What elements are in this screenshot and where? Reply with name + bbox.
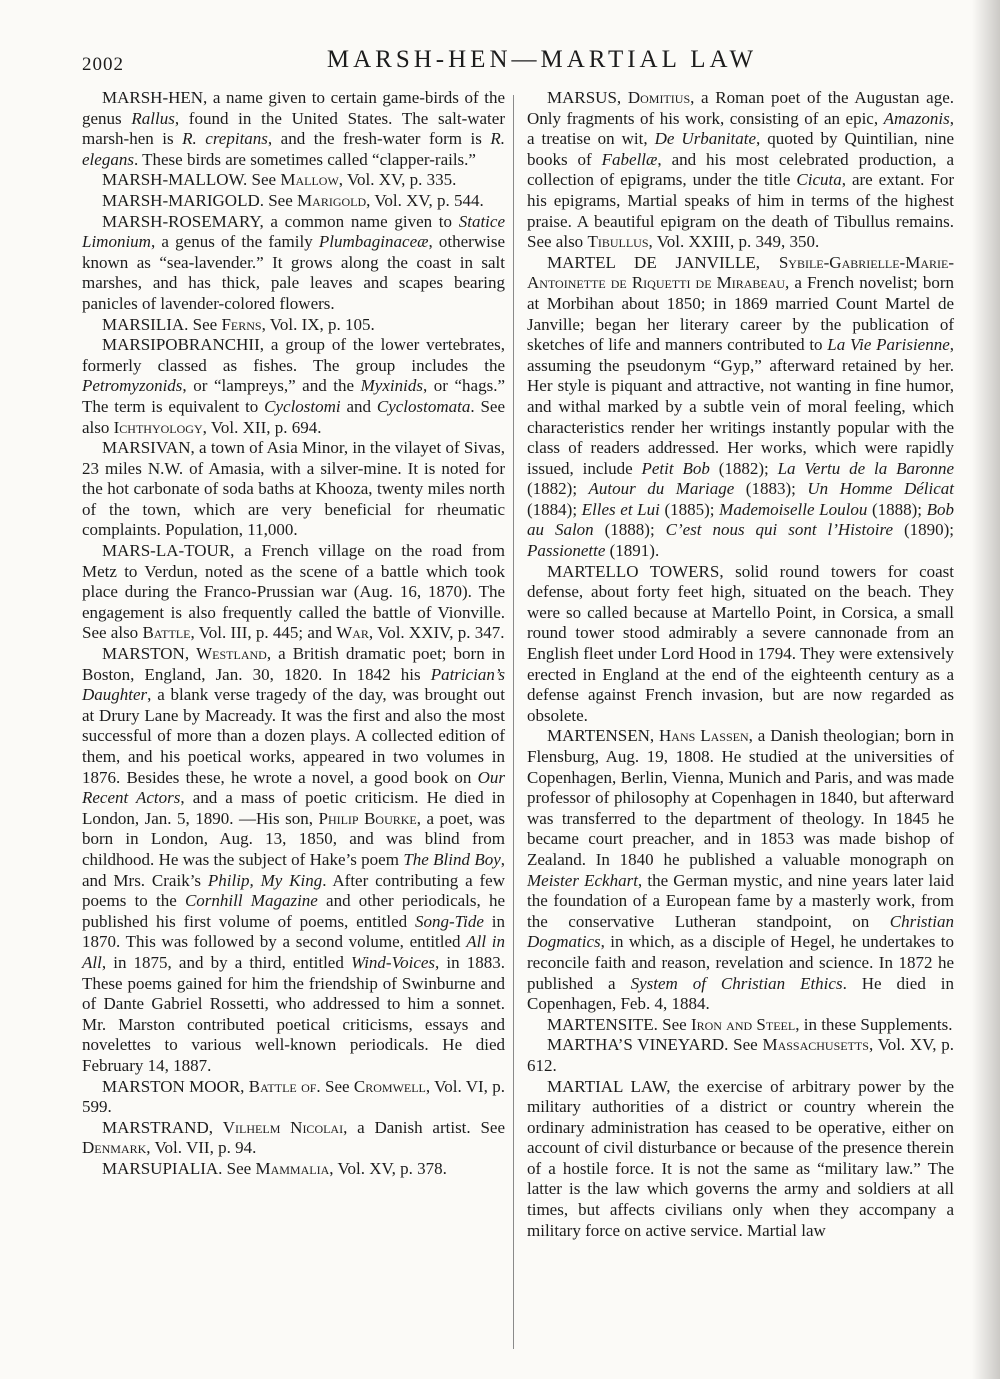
italic-term: Meister Eckhart [527,870,638,890]
encyclopedia-entry: MARTENSEN, Hans Lassen, a Danish theologian; born in Flensburg, Aug. 19, 1808. He studied at the universities of Copenhagen, Berlin, Vienna, Munich and Paris, and was made professor of philosophy at Copenhagen in 1840, but afterward was transferred to the department of theology. In 1845 he became court preacher, and in 1853 was made bishop of Zealand. In 1840 he published a valuable monograph on Meister Eckhart, the German mystic, and nine years later laid the foundation of a European fame by a masterly work, from the conservative Lutheran standpoint, on Christian Dogmatics, in which, as a disciple of Hegel, he undertakes to reconcile faith and reason, revelation and science. In 1872 he published a System of Christian Ethics. He died in Copenhagen, Feb. 4, 1884. [527,726,954,1014]
cross-reference: Denmark [82,1138,147,1158]
encyclopedia-entry: MARSH-MARIGOLD. See Marigold, Vol. XV, p. 544. [102,190,484,210]
italic-term: Christian Dogmatics [527,911,954,952]
italic-term: System of Christian Ethics [630,973,843,993]
encyclopedia-entry: MARSIVAN, a town of Asia Minor, in the vilayet of Sivas, 23 miles N.W. of Amasia, with a silver-mine. It is noted for the hot carbonate of soda baths at Khooza, twenty miles north of the town, which are very beneficial for rheumatic complaints. Population, 11,000. [82,438,505,540]
italic-term: Elles et Lui [581,499,660,519]
page-number: 2002 [82,54,124,75]
italic-term: R. elegans [82,129,505,169]
encyclopedia-entry: MARSH-HEN, a name given to certain game-birds of the genus Rallus, found in the United States. The salt-water marsh-hen is R. crepitans, and the fresh-water form is R. elegans. These birds are sometimes called “clapper-rails.” [82,88,505,169]
encyclopedia-entry: MARTELLO TOWERS, solid round towers for coast defense, about forty feet high, situated on the beach. They were so called because at Martello Point, in Corsica, a small round tower stood admirably a severe cannonade from an English fleet under Lord Hood in 1794. They were extensively erected in England at the end of the eighteenth century as a defense against French invasion, but are now regarded as obsolete. [527,561,954,725]
encyclopedia-entry: MARSIPOBRANCHII, a group of the lower vertebrates, formerly classed as fishes. The group includes the Petromyzonids, or “lampreys,” and the Myxinids, or “hags.” The term is equivalent to Cyclostomi and Cyclostomata. See also Ichthyology, Vol. XII, p. 694. [82,335,506,437]
cross-reference: Domitius [627,88,691,107]
italic-term: Passionette [527,541,606,561]
italic-term: Plumbaginaceæ [318,232,429,252]
italic-term: Mademoiselle Loulou [719,499,868,519]
encyclopedia-entry: MARSTON, Westland, a British dramatic poet; born in Boston, England, Jan. 30, 1820. In 1842 his Patrician’s Daughter, a blank verse tragedy of the day, was brought out at Drury Lane by Macready. It was the first and also the most successful of more than a dozen plays. A collected edition of them, and his poetical works, appeared in two volumes in 1876. Besides these, he wrote a novel, a good book on Our Recent Actors, and a mass of poetic criticism. He died in London, Jan. 5, 1890. —His son, Philip Bourke, a poet, was born in London, Aug. 13, 1850, and was blind from childhood. He was the subject of Hake’s poem The Blind Boy, and Mrs. Craik’s Philip, My King. After contributing a few poems to the Cornhill Magazine and other periodicals, he published his first volume of poems, entitled Song-Tide in 1870. This was followed by a second volume, entitled All in All, in 1875, and by a third, entitled Wind-Voices, in 1883. These poems gained for him the friendship of Swinburne and of Dante Gabriel Rossetti, who addressed to him a sonnet. Mr. Marston contributed poetical criticisms, essays and novelettes to various well-known periodicals. He died February 14, 1887. [82,644,506,1075]
italic-term: Cyclostomi [264,396,341,416]
cross-reference: Mammalia [255,1158,330,1178]
left-column [82,88,505,1179]
encyclopedia-entry: MARTEL DE JANVILLE, Sybile-Gabrielle-Marie-Antoinette de Riquetti de Mirabeau, a French novelist; born at Morbihan about 1850; in 1869 married Count Martel de Janville; began her literary career by the publication of sketches of life and manners contributed to La Vie Parisienne, assuming the pseudonym “Gyp,” afterward retained by her. Her style is piquant and attractive, not wanting in fine humor, and withal marked by a subtle vein of moral feeling, which characteristics render her writings instantly popular with the class of readers addressed. Her works, which were rapidly issued, include Petit Bob (1882); La Vertu de la Baronne (1882); Autour du Mariage (1883); Un Homme Délicat (1884); Elles et Lui (1885); Mademoiselle Loulou (1888); Bob au Salon (1888); C’est nous qui sont l’Histoire (1890); Passionette (1891). [527,252,955,561]
italic-term: Philip, My King [207,870,323,890]
italic-term: Un Homme Délicat [807,479,954,499]
encyclopedia-entry: MARSUPIALIA. See Mammalia, Vol. XV, p. 378. [102,1158,447,1178]
encyclopedia-entry: MARSH-ROSEMARY, a common name given to Statice Limonium, a genus of the family Plumbaginaceæ, otherwise known as “sea-lavender.” It grows along the coast in salt marshes, and has thick, pale leaves and scapes bearing panicles of lavender-colored flowers. [82,211,506,313]
italic-term: Cicuta [796,170,842,190]
column-divider [513,95,514,1349]
encyclopedia-entry: MARTHA’S VINEYARD. See Massachusetts, Vol. XV, p. 612. [527,1035,954,1075]
encyclopedia-entry: MARSTON MOOR, Battle of. See Cromwell, Vol. VI, p. 599. [82,1076,506,1117]
italic-term: Statice Limonium [82,211,505,252]
cross-reference: Cromwell [353,1076,426,1096]
italic-term: La Vie Parisienne [827,335,950,355]
running-title: MARSH-HEN—MARTIAL LAW [326,46,758,73]
cross-reference: Tibullus [587,232,649,252]
italic-term: Fabellæ [601,149,658,169]
right-column [527,88,954,1241]
cross-reference: War [336,623,369,643]
cross-reference: Massachusetts [762,1035,869,1055]
italic-term: Cyclostomata [376,396,471,416]
cross-reference: Hans Lassen [659,726,749,746]
italic-term: R. crepitans [182,129,268,149]
italic-term: Bob au Salon [527,499,955,540]
scan-shadow-edge [972,0,1000,1379]
encyclopedia-entry: MARTENSITE. See Iron and Steel, in these Supplements. [547,1014,953,1034]
cross-reference: Vilhelm Nicolai [222,1117,344,1137]
encyclopedia-entry: MARSH-MALLOW. See Mallow, Vol. XV, p. 335. [102,170,457,190]
encyclopedia-entry: MARSUS, Domitius, a Roman poet of the Augustan age. Only fragments of his work, consisting of an epic, Amazonis, a treatise on wit, De Urbanitate, quoted by Quintilian, nine books of Fabellæ, and his most celebrated production, a collection of epigrams, under the title Cicuta, are extant. For his epigrams, Martial speaks of him in terms of the highest praise. A beautiful epigram on the death of Tibullus remains. See also Tibullus, Vol. XXIII, p. 349, 350. [527,88,954,252]
italic-term: Autour du Mariage [588,479,735,499]
encyclopedia-entry: MARSTRAND, Vilhelm Nicolai, a Danish artist. See Denmark, Vol. VII, p. 94. [82,1117,505,1158]
cross-reference: Marigold [297,190,367,210]
italic-term: La Vertu de la Baronne [777,458,955,478]
italic-term: The Blind Boy [403,849,501,869]
italic-term: Rallus [131,108,175,128]
italic-term: C’est nous qui sont l’Histoire [665,520,893,540]
italic-term: Patrician’s Daughter [82,664,505,705]
page-header [82,44,962,84]
italic-term: Our Recent Actors [82,767,505,808]
encyclopedia-entry: MARSILIA. See Ferns, Vol. IX, p. 105. [102,314,375,334]
cross-reference: Battle of [248,1076,317,1096]
italic-term: Cornhill Magazine [184,891,318,911]
encyclopedia-entry: MARS-LA-TOUR, a French village on the road from Metz to Verdun, noted as the scene of a battle which took place during the Franco-Prussian war (Aug. 16, 1870). The engagement is also frequently called the battle of Vionville. See also Battle, Vol. III, p. 445; and War, Vol. XXIV, p. 347. [82,541,505,643]
cross-reference: Ichthyology [113,417,203,437]
cross-reference: Mallow [280,170,339,190]
italic-term: All in All [82,932,505,972]
italic-term: Amazonis [883,108,950,128]
cross-reference: Sybile-Gabrielle-Marie-Antoinette de Riquetti de Mirabeau [527,252,954,293]
italic-term: Song-Tide [414,911,484,931]
italic-term: Petromyzonids [82,376,183,396]
cross-reference: Iron and Steel [690,1014,796,1034]
cross-reference: Battle [142,623,191,643]
italic-term: De Urbanitate [654,129,757,149]
italic-term: Wind-Voices [350,952,436,972]
cross-reference: Ferns [221,314,262,334]
italic-term: Myxinids [360,376,423,396]
cross-reference: Westland [196,644,267,664]
italic-term: Petit Bob [641,458,710,478]
encyclopedia-entry: MARTIAL LAW, the exercise of arbitrary power by the military authorities of a district or country wherein the ordinary administration has ceased to be operative, either on account of civil disturbance or because of the presence therein of a hostile force. It is not the same as “military law.” The latter is the law which governs the army and soldiers at all times, but affects civilians only when they accompany a military force on active service. Martial law [527,1076,954,1240]
cross-reference: Philip Bourke [318,808,417,828]
